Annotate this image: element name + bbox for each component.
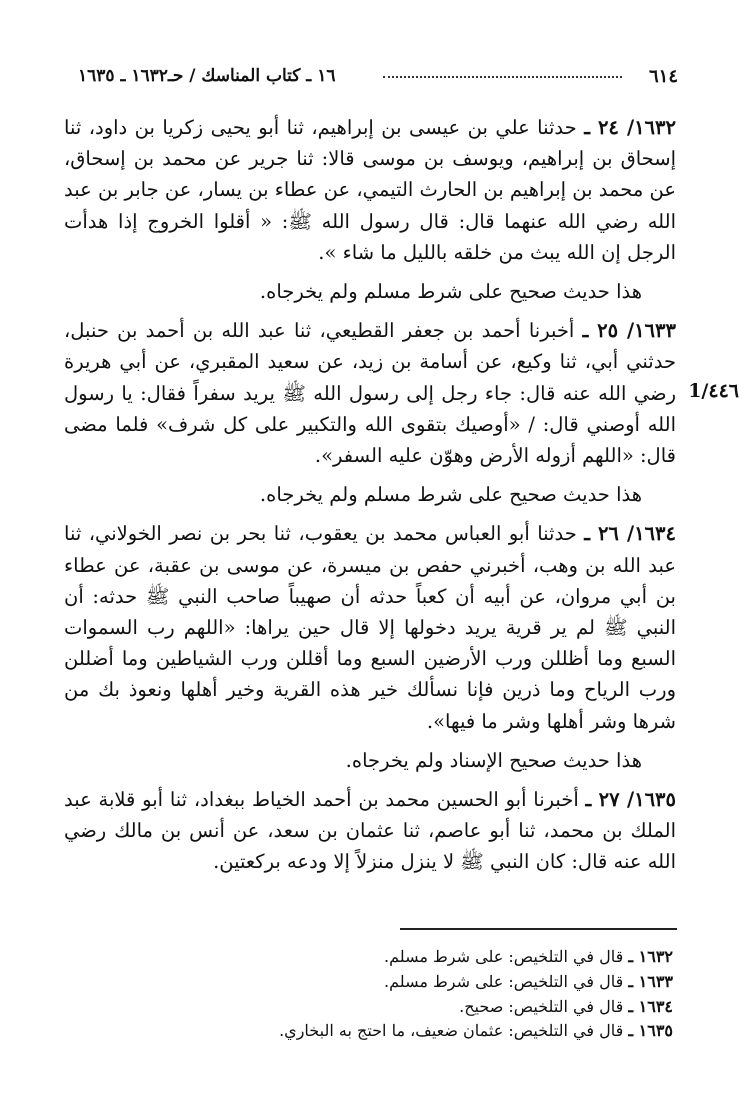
hadith-1635 — [64, 784, 676, 878]
footnote-number: ١٦٣٢ ـ — [628, 947, 673, 966]
footnote-text: قال في التلخيص: عثمان ضعيف، ما احتج به البخاري. — [279, 1021, 629, 1041]
hadith-number: ١٦٣٥/ ٢٧ ـ — [585, 788, 676, 812]
hadith-text: حدثنا أبو العباس محمد بن يعقوب، ثنا بحر بن نصر الخولاني، ثنا عبد الله بن وهب، أخبرني حفص بن ميسرة، عن موسى بن عقبة، عن عطاء بن أبي مروان، عن أبيه أن كعباً حدثه أن صهيباً صاحب النبي ﷺ حدثه: أن النبي ﷺ لم ير قرية يريد دخولها إلا قال حين يراها: «اللهم رب السموات السبع وما أظللن ورب الأرضين السبع وما أقللن ورب الشياطين وما أضللن ورب الرياح وما ذرين فإنا نسألك خير هذه القرية وخير أهلها ونعوذ بك من شرها وشر أهلها وشر ما فيها». — [64, 522, 676, 733]
page-header — [78, 66, 678, 96]
hadith-verdict: هذا حديث صحيح على شرط مسلم ولم يخرجاه. — [259, 280, 642, 304]
hadith-1633 — [64, 315, 676, 471]
hadith-verdict: هذا حديث صحيح على شرط مسلم ولم يخرجاه. — [259, 483, 642, 507]
footnote-text: قال في التلخيص: على شرط مسلم. — [384, 947, 629, 966]
main-text — [64, 112, 676, 878]
hadith-verdict: هذا حديث صحيح الإسناد ولم يخرجاه. — [345, 748, 642, 772]
hadith-1634 — [64, 518, 676, 736]
footnote-1633 — [243, 970, 673, 995]
footnote-separator — [400, 928, 677, 930]
running-title: ١٦ ـ كتاب المناسك / حـ١٦٣٢ ـ ١٦٣٥ — [78, 66, 336, 86]
footnote-number: ١٦٣٥ ـ — [628, 1021, 673, 1041]
footnote-1634 — [243, 995, 673, 1020]
footnotes — [243, 945, 673, 1044]
hadith-number: ١٦٣٤/ ٢٦ ـ — [584, 522, 676, 546]
footnote-1632 — [243, 945, 673, 970]
hadith-number: ١٦٣٢/ ٢٤ ـ — [584, 116, 676, 139]
margin-volume-page-reference: 1/٤٤٦ — [688, 380, 739, 402]
footnote-text: قال في التلخيص: على شرط مسلم. — [384, 971, 629, 991]
hadith-text: أخبرنا أحمد بن جعفر القطيعي، ثنا عبد الله بن أحمد بن حنبل، حدثني أبي، ثنا وكيع، عن أسامة بن زيد، عن سعيد المقبري، عن أبي هريرة رضي الله عنه قال: جاء رجل إلى رسول الله ﷺ يريد سفراً فقال: يا رسول الله أوصني قال: / «أوصيك بتقوى الله والتكبير على كل شرف» فلما مضى قال: «اللهم أزوله الأرض وهوّن عليه السفر». — [64, 319, 676, 468]
hadith-1632 — [64, 112, 676, 268]
hadith-number: ١٦٣٣/ ٢٥ ـ — [582, 319, 676, 343]
footnote-text: قال في التلخيص: صحيح. — [459, 996, 629, 1016]
footnote-number: ١٦٣٤ ـ — [628, 996, 673, 1016]
footnote-1635 — [243, 1019, 673, 1044]
hadith-text: حدثنا علي بن عيسى بن إبراهيم، ثنا أبو يحيى زكريا بن داود، ثنا إسحاق بن إبراهيم، ويوسف بن موسى قالا: ثنا جرير عن محمد بن إسحاق، عن محمد بن إبراهيم بن الحارث التيمي، عن عطاء بن يسار، عن جابر بن عبد الله رضي الله عنهما قال: قال رسول الله ﷺ: « أقلوا الخروج إذا هدأت الرجل إن الله يبث من خلقه بالليل ما شاء ». — [64, 116, 676, 264]
page-number: ٦١٤ — [648, 66, 678, 87]
header-dotted-leader — [383, 76, 622, 78]
footnote-number: ١٦٣٣ ـ — [628, 971, 673, 991]
hadith-text: أخبرنا أبو الحسين محمد بن أحمد الخياط ببغداد، ثنا أبو قلابة عبد الملك بن محمد، ثنا أبو عاصم، ثنا عثمان بن سعد، عن أنس بن مالك رضي الله عنه قال: كان النبي ﷺ لا ينزل منزلاً إلا ودعه بركعتين. — [64, 788, 676, 874]
